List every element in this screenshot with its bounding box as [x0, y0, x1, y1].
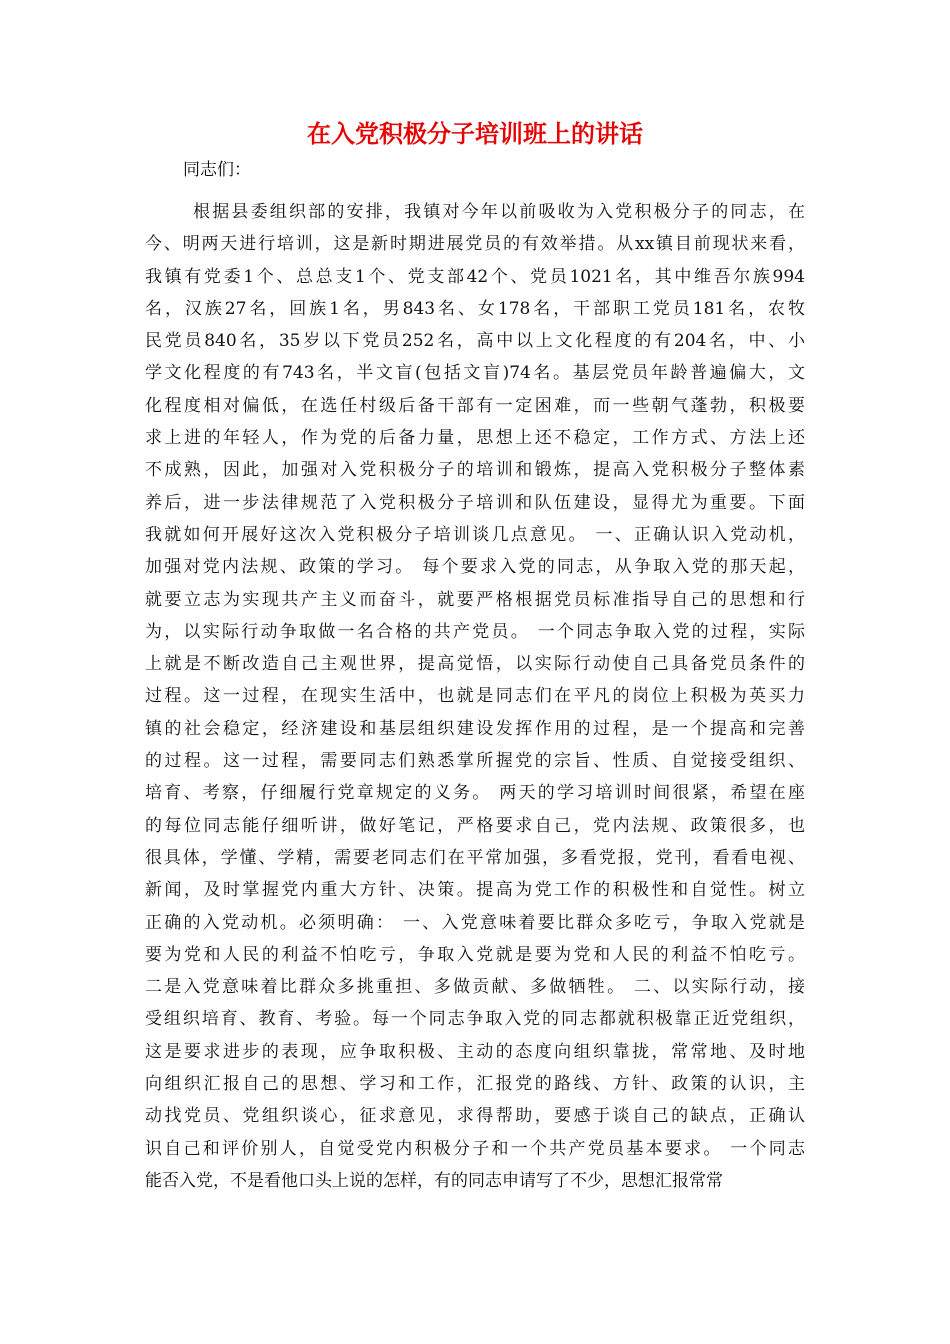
body-text-line: 化程度相对偏低，在选任村级后备干部有一定困难，而一些朝气蓬勃，积极要 — [145, 395, 805, 416]
body-text-line: 名，汉族27名，回族1名，男843名、女178名，干部职工党员181名，农牧 — [145, 298, 805, 319]
body-text-line: 为，以实际行动争取做一名合格的共产党员。 一个同志争取入党的过程，实际 — [145, 621, 805, 642]
body-text-line: 培育、考察，仔细履行党章规定的义务。 两天的学习培训时间很紧，希望在座 — [145, 783, 805, 804]
body-text-line: 民党员840名，35岁以下党员252名，高中以上文化程度的有204名，中、小 — [145, 331, 805, 352]
body-text-line: 加强对党内法规、政策的学习。 每个要求入党的同志，从争取入党的那天起， — [145, 557, 805, 578]
body-text-line: 新闻，及时掌握党内重大方针、决策。提高为党工作的积极性和自觉性。树立 — [145, 880, 805, 901]
body-text-line: 的过程。这一过程，需要同志们熟悉掌所握党的宗旨、性质、自觉接受组织、 — [145, 751, 805, 772]
body-text-line: 根据县委组织部的安排，我镇对今年以前吸收为入党积极分子的同志，在 — [193, 202, 805, 222]
speech-body — [145, 196, 805, 1197]
body-text-line: 识自己和评价别人，自觉受党内积极分子和一个共产党员基本要求。 一个同志 — [145, 1138, 805, 1159]
body-text-line: 要为党和人民的利益不怕吃亏，争取入党就是要为党和人民的利益不怕吃亏。 — [145, 944, 805, 965]
body-text-line: 我就如何开展好这次入党积极分子培训谈几点意见。 一、正确认识入党动机， — [145, 524, 805, 545]
body-text-line: 正确的入党动机。必须明确： 一、入党意味着要比群众多吃亏，争取入党就是 — [145, 912, 805, 933]
body-text-line: 就要立志为实现共产主义而奋斗，就要严格根据党员标准指导自己的思想和行 — [145, 589, 805, 610]
body-text-line: 我镇有党委1个、总总支1个、党支部42个、党员1021名，其中维吾尔族994 — [145, 266, 805, 287]
body-text-line: 不成熟，因此，加强对入党积极分子的培训和锻炼，提高入党积极分子整体素 — [145, 460, 805, 481]
body-text-line: 向组织汇报自己的思想、学习和工作，汇报党的路线、方针、政策的认识，主 — [145, 1074, 805, 1095]
body-text-line: 今、明两天进行培训，这是新时期进展党员的有效举措。从xx镇目前现状来看， — [145, 234, 805, 255]
body-text-line: 养后，进一步法律规范了入党积极分子培训和队伍建设，显得尤为重要。下面 — [145, 492, 805, 513]
body-text-line: 的每位同志能仔细听讲，做好笔记，严格要求自己，党内法规、政策很多，也 — [145, 815, 805, 836]
body-text-line: 这是要求进步的表现，应争取积极、主动的态度向组织靠拢，常常地、及时地 — [145, 1041, 805, 1062]
body-text-line: 很具体，学懂、学精，需要老同志们在平常加强，多看党报，党刊，看看电视、 — [145, 847, 805, 868]
body-text-line: 学文化程度的有743名，半文盲(包括文盲)74名。基层党员年龄普遍偏大，文 — [145, 363, 805, 384]
body-text-line: 动找党员、党组织谈心，征求意见，求得帮助，要感于谈自己的缺点，正确认 — [145, 1106, 805, 1127]
salutation: 同志们： — [183, 160, 251, 180]
body-text-line: 求上进的年轻人，作为党的后备力量，思想上还不稳定，工作方式、方法上还 — [145, 428, 805, 449]
body-text-line: 能否入党，不是看他口头上说的怎样，有的同志申请写了不少，思想汇报常常 — [145, 1170, 723, 1191]
body-text-line: 二是入党意味着比群众多挑重担、多做贡献、多做牺牲。 二、以实际行动，接 — [145, 977, 805, 998]
body-text-line: 上就是不断改造自己主观世界，提高觉悟，以实际行动使自己具备党员条件的 — [145, 654, 805, 675]
document-title: 在入党积极分子培训班上的讲话 — [307, 120, 643, 148]
body-text-line: 镇的社会稳定，经济建设和基层组织建设发挥作用的过程，是一个提高和完善 — [145, 718, 805, 739]
body-text-line: 受组织培育、教育、考验。每一个同志争取入党的同志都就积极靠正近党组织， — [145, 1009, 805, 1030]
body-text-line: 过程。这一过程，在现实生活中，也就是同志们在平凡的岗位上积极为英买力 — [145, 686, 805, 707]
